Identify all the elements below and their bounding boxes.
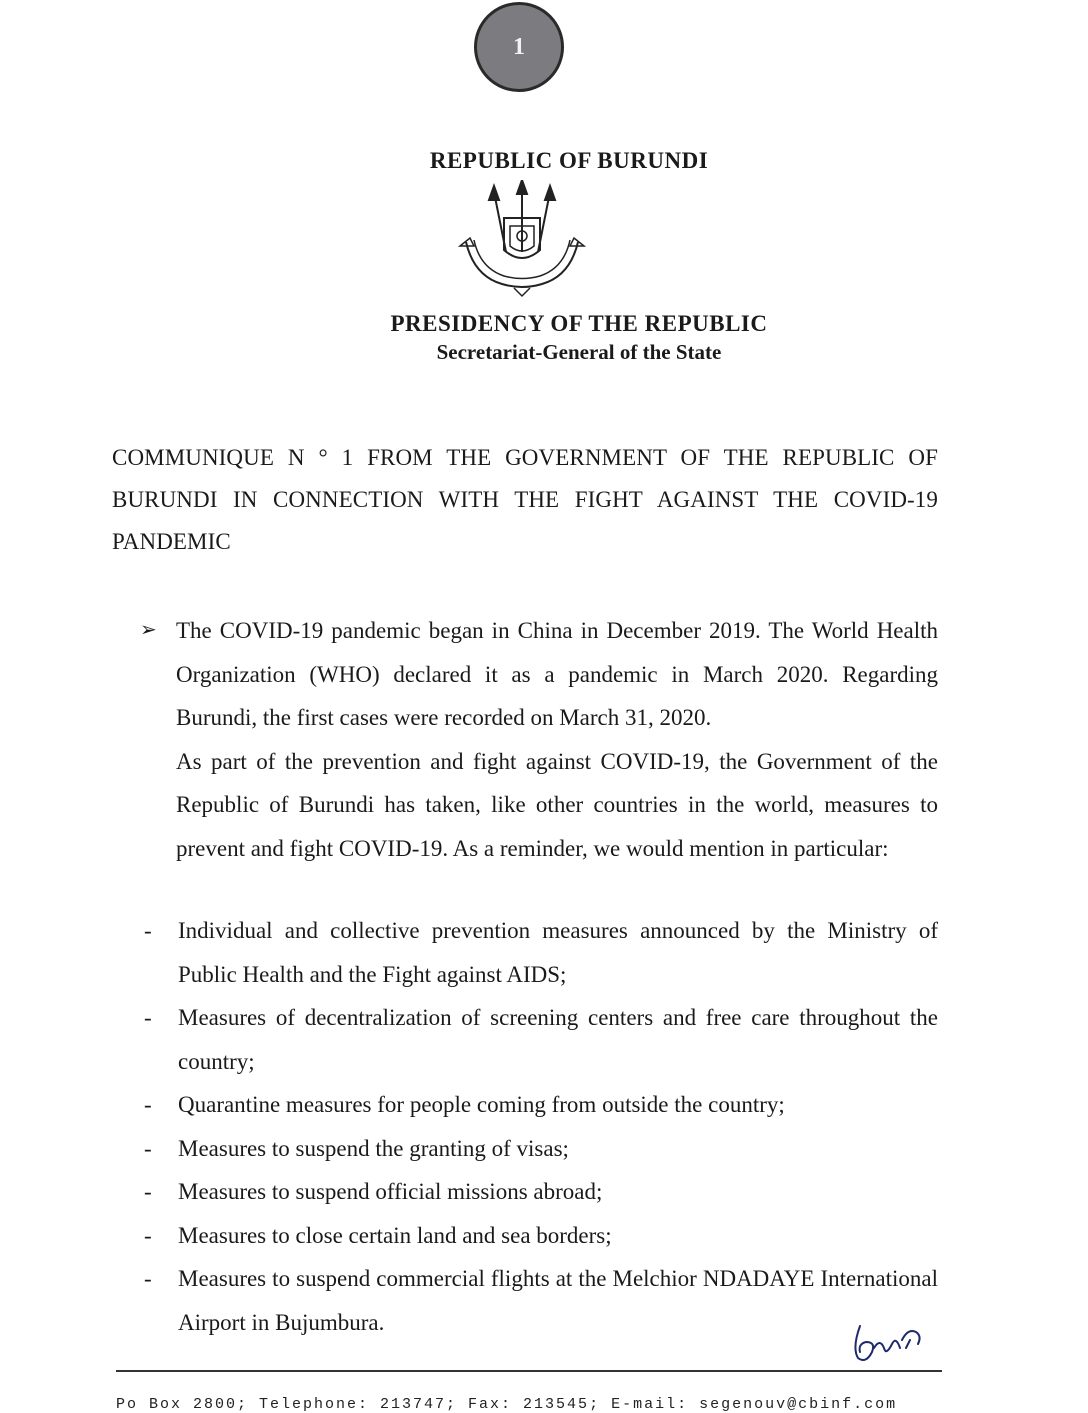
dash-bullet: - (144, 1092, 152, 1117)
footer-contact: Po Box 2800; Telephone: 213747; Fax: 213545; E-mail: segenouv@cbinf.com (116, 1396, 898, 1413)
coat-of-arms-emblem (456, 180, 588, 300)
page-number-badge (474, 2, 564, 92)
dash-bullet: - (144, 1266, 152, 1291)
measure-text: Measures to suspend the granting of visas; (178, 1135, 569, 1161)
list-item (140, 1170, 938, 1214)
secretariat-subheading: Secretariat-General of the State (436, 340, 722, 364)
measure-text: Individual and collective prevention measures announced by the Ministry of Public Health and the Fight against AIDS; (178, 918, 938, 987)
handwritten-initials-signature (846, 1318, 936, 1366)
page-number: 1 (513, 33, 525, 60)
dash-bullet: - (144, 918, 152, 943)
country-heading: REPUBLIC OF BURUNDI (429, 148, 709, 173)
measure-text: Measures of decentralization of screening centers and free care throughout the country; (178, 1005, 938, 1074)
list-item (140, 1257, 938, 1344)
list-item (140, 1083, 938, 1127)
measure-text: Quarantine measures for people coming from outside the country; (178, 1092, 785, 1117)
list-item (140, 1214, 938, 1258)
presidency-heading: PRESIDENCY OF THE REPUBLIC (390, 311, 768, 336)
arrow-bullet-icon: ➢ (140, 619, 157, 641)
communique-title: COMMUNIQUE N ° 1 FROM THE GOVERNMENT OF THE REPUBLIC OF BURUNDI IN CONNECTION WITH THE FIGHT AGAINST THE COVID-19 PANDEMIC (112, 445, 938, 554)
measures-list (140, 909, 938, 1344)
dash-bullet: - (144, 1179, 152, 1204)
list-item (140, 1127, 938, 1171)
intro-paragraph-1: The COVID-19 pandemic began in China in December 2019. The World Health Organization (WHO) declared it as a pandemic in March 2020. Regarding Burundi, the first cases were recorded on March 31, 2020. (176, 618, 938, 730)
footer-divider (116, 1370, 942, 1372)
measure-text: Measures to suspend official missions abroad; (178, 1179, 603, 1204)
dash-bullet: - (144, 1135, 152, 1161)
dash-bullet: - (144, 1222, 152, 1248)
measure-text: Measures to close certain land and sea borders; (178, 1222, 612, 1248)
measure-text: Measures to suspend commercial flights at the Melchior NDADAYE International Airport in Bujumbura. (178, 1266, 938, 1335)
dash-bullet: - (144, 1005, 152, 1030)
intro-section (140, 609, 938, 870)
list-item (140, 996, 938, 1083)
list-item (140, 909, 938, 996)
intro-paragraph-2: As part of the prevention and fight against COVID-19, the Government of the Republic of Burundi has taken, like other countries in the world, measures to prevent and fight COVID-19. As a reminder, we would mention in particular: (176, 748, 938, 861)
